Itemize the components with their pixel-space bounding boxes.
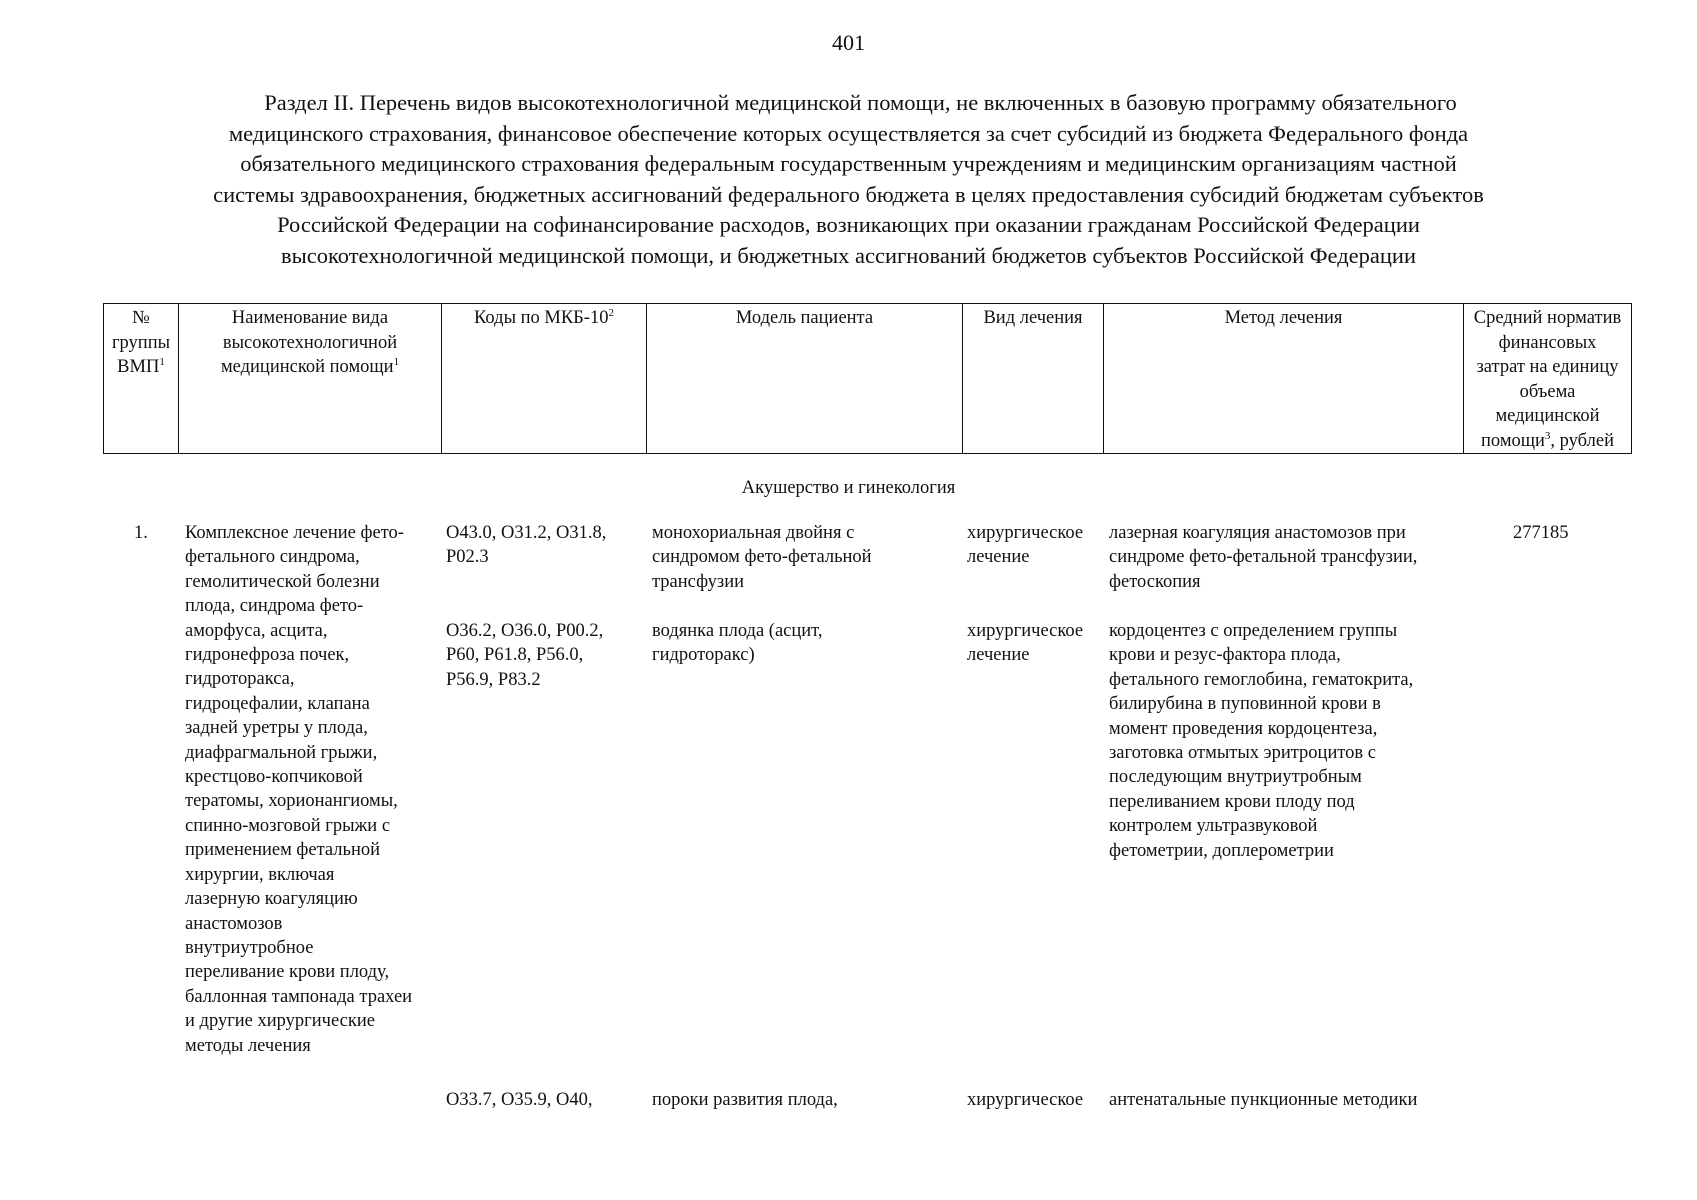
icd-codes: O36.2, O36.0, P00.2, P60, P61.8, P56.0, P56.9, P83.2	[446, 621, 604, 690]
patient-model: пороки развития плода,	[652, 1090, 838, 1110]
icd-codes: O43.0, O31.2, O31.8, P02.3	[446, 523, 607, 568]
care-type-name: Комплексное лечение фето- фетального синдрома, гемолитической болезни плода, синдрома фето- аморфуса, асцита, гидронефроза почек, гидроторакса, гидроцефалии, клапана задней уретры у плода, диафрагмальной грыжи, крестцово-копчиковой тератомы, хорионангиомы, спинно-мозговой грыжи с применением фетальной хирургии, включая лазерную коагуляцию анастомозов внутриутробное переливание крови плоду, баллонная тампонада трахеи и другие хирургические методы лечения	[185, 523, 413, 1056]
header-treatment-type: Вид лечения	[963, 304, 1104, 454]
title-line: обязательного медицинского страхования федеральным государственным учреждениям и медицинским организациям частной	[240, 151, 1457, 176]
patient-model: водянка плода (асцит, гидроторакс)	[652, 621, 823, 666]
treatment-type: хирургическое	[967, 1090, 1084, 1110]
header-treatment-method: Метод лечения	[1104, 304, 1464, 454]
header-icd-codes: Коды по МКБ-$10^2$	[442, 304, 647, 454]
patient-model: монохориальная двойня с синдромом фето-фетальной трансфузии	[652, 523, 872, 592]
table-header	[103, 303, 1632, 454]
header-group-number: № группы ВМП$^1$	[104, 304, 179, 454]
title-line: медицинского страхования, финансовое обеспечение которых осуществляется за счет субсидий из бюджета Федерального фонда	[228, 120, 1469, 146]
section-title-block	[105, 88, 1592, 271]
group-number: 1.	[134, 523, 148, 543]
title-line: Раздел II. Перечень видов высокотехнологичной медицинской помощи, не включенных в базовую программу обязательного	[264, 90, 1457, 115]
title-line: высокотехнологичной медицинской помощи, и бюджетных ассигнований бюджетов субъектов Российской Федерации	[280, 242, 1417, 268]
header-care-type-name: Наименование вида высокотехнологичной медицинской помощи$^1$	[179, 304, 442, 454]
treatment-method: лазерная коагуляция анастомозов при синдроме фето-фетальной трансфузии, фетоскопия	[1109, 523, 1418, 592]
header-average-cost: Средний норматив финансовых затрат на единицу объема медицинской помощи$^3$, рублей	[1464, 304, 1632, 454]
title-line: Российской Федерации на софинансирование расходов, возникающих при оказании гражданам Российской Федерации	[277, 212, 1420, 237]
header-patient-model: Модель пациента	[647, 304, 963, 454]
treatment-type: хирургическое лечение	[967, 621, 1084, 666]
title-line: системы здравоохранения, бюджетных ассигнований федерального бюджета в целях предоставления субсидий бюджетам субъектов	[213, 181, 1484, 207]
treatment-method: антенатальные пункционные методики	[1109, 1090, 1418, 1110]
section-heading: Акушерство и гинекология	[741, 478, 956, 498]
icd-codes: O33.7, O35.9, O40,	[446, 1090, 593, 1110]
treatment-method: кордоцентез с определением группы крови и резус-фактора плода, фетального гемоглобина, гематокрита, билирубина в пуповинной крови в момент проведения кордоцентеза, заготовка отмытых эритроцитов с последующим внутриутробным переливанием крови плоду под контролем ультразвуковой фетометрии, доплерометрии	[1109, 621, 1414, 861]
average-cost: 277185	[1513, 523, 1569, 543]
page-number: 401	[832, 30, 865, 55]
treatment-type: хирургическое лечение	[967, 523, 1084, 568]
